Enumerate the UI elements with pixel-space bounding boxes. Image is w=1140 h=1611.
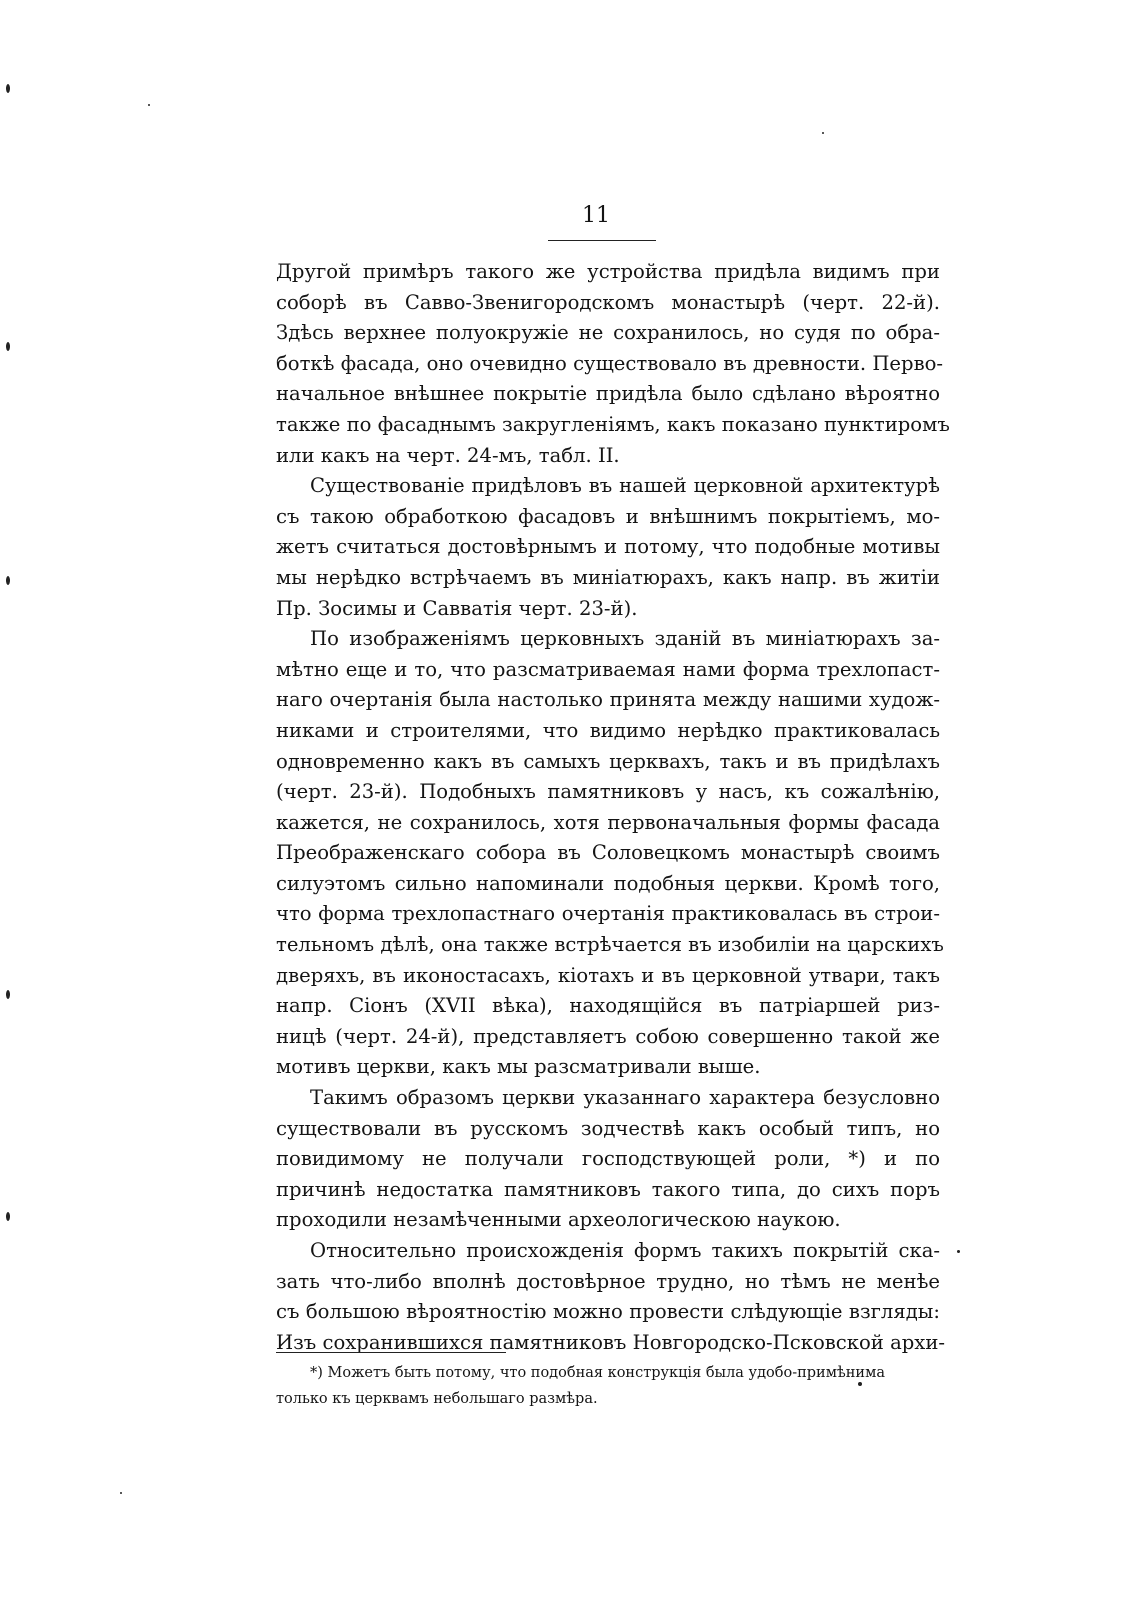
text-line: кажется, не сохранилось, хотя первоначальныя формы фасада: [276, 810, 940, 834]
text-line: или какъ на черт. 24-мъ, табл. II.: [276, 443, 620, 467]
scan-speck: [6, 576, 10, 585]
scan-speck: [6, 990, 10, 999]
text-line: также по фасаднымъ закругленіямъ, какъ показано пунктиромъ: [276, 412, 950, 436]
text-line: одновременно какъ въ самыхъ церквахъ, такъ и въ придѣлахъ: [276, 749, 940, 773]
text-line: Существованіе придѣловъ въ нашей церковной архитектурѣ: [310, 474, 940, 498]
text-line: причинѣ недостатка памятниковъ такого типа, до сихъ поръ: [276, 1177, 940, 1201]
text-line: (черт. 23-й). Подобныхъ памятниковъ у насъ, къ сожалѣнію,: [276, 780, 940, 804]
text-line: По изображеніямъ церковныхъ зданій въ миніатюрахъ за-: [310, 627, 940, 651]
scan-speck: [6, 342, 10, 351]
text-line: мотивъ церкви, какъ мы разсматривали выше.: [276, 1055, 761, 1079]
text-line: что форма трехлопастнаго очертанія практиковалась въ строи-: [276, 902, 940, 926]
text-line: Другой примѣръ такого же устройства придѣла видимъ при: [276, 260, 940, 283]
text-line: наго очертанія была настолько принята между нашими худож-: [276, 688, 940, 712]
text-line: начальное внѣшнее покрытіе придѣла было сдѣлано вѣроятно: [276, 382, 940, 406]
text-line: мы нерѣдко встрѣчаемъ въ миніатюрахъ, какъ напр. въ житіи: [276, 565, 940, 589]
paragraph: [276, 624, 944, 1083]
text-line: напр. Сіонъ (XVII вѣка), находящійся въ патріаршей риз-: [276, 994, 940, 1018]
text-line: Такимъ образомъ церкви указаннаго характера безусловно: [310, 1086, 940, 1110]
text-line: Относительно происхожденія формъ такихъ покрытій ска-: [310, 1239, 940, 1262]
text-line: повидимому не получали господствующей роли, *) и по: [276, 1147, 940, 1171]
footnote-line: *) Можетъ быть потому, что подобная конструкція была удобо-примѣнима: [310, 1365, 885, 1381]
scan-speck: [822, 132, 824, 134]
text-line: съ большою вѣроятностію можно провести слѣдующіе взгляды:: [276, 1300, 940, 1324]
text-line: дверяхъ, въ иконостасахъ, кіотахъ и въ церковной утвари, такъ: [276, 963, 940, 987]
body-text: [276, 257, 950, 1358]
text-line: Изъ сохранившихся памятниковъ Новгородско-Псковской архи-: [276, 1330, 946, 1354]
text-line: Здѣсь верхнее полуокружіе не сохранилось, но судя по обра-: [276, 321, 940, 345]
paragraph: [276, 1083, 940, 1236]
scan-speck: [6, 84, 10, 93]
scan-speck: [148, 104, 150, 106]
text-line: существовали въ русскомъ зодчествѣ какъ особый типъ, но: [276, 1116, 940, 1140]
text-line: съ такою обработкою фасадовъ и внѣшнимъ покрытіемъ, мо-: [276, 504, 940, 528]
footnote-rule: [276, 1352, 506, 1353]
text-line: проходили незамѣченными археологическою наукою.: [276, 1208, 841, 1232]
paragraph: [276, 257, 950, 471]
text-line: тельномъ дѣлѣ, она также встрѣчается въ изобиліи на царскихъ: [276, 933, 944, 957]
text-line: зать что-либо вполнѣ достовѣрное трудно, но тѣмъ не менѣе: [276, 1269, 940, 1293]
text-line: боткѣ фасада, оно очевидно существовало въ древности. Перво-: [276, 351, 944, 375]
scan-speck: [957, 1250, 960, 1253]
scan-speck: [858, 1382, 862, 1386]
text-line: никами и строителями, что видимо нерѣдко практиковалась: [276, 718, 940, 742]
text-line: Пр. Зосимы и Савватія черт. 23-й).: [276, 596, 638, 620]
scan-speck: [120, 1492, 122, 1494]
text-line: жетъ считаться достовѣрнымъ и потому, что подобные мотивы: [276, 535, 940, 559]
page-number: 11: [582, 203, 610, 228]
scan-speck: [6, 1212, 10, 1221]
header-rule: [548, 240, 656, 241]
footnote: [276, 1360, 940, 1412]
text-line: мѣтно еще и то, что разсматриваемая нами форма трехлопаст-: [276, 657, 940, 681]
text-line: ницѣ (черт. 24-й), представляетъ собою совершенно такой же: [276, 1024, 940, 1048]
text-line: Преображенскаго собора въ Соловецкомъ монастырѣ своимъ: [276, 841, 940, 865]
footnote-line: только къ церквамъ небольшаго размѣра.: [276, 1391, 598, 1407]
paragraph: [276, 471, 940, 624]
text-line: силуэтомъ сильно напоминали подобныя церкви. Кромѣ того,: [276, 871, 940, 895]
text-line: соборѣ въ Савво-Звенигородскомъ монастырѣ (черт. 22-й).: [276, 290, 940, 314]
paragraph: [276, 1236, 946, 1358]
